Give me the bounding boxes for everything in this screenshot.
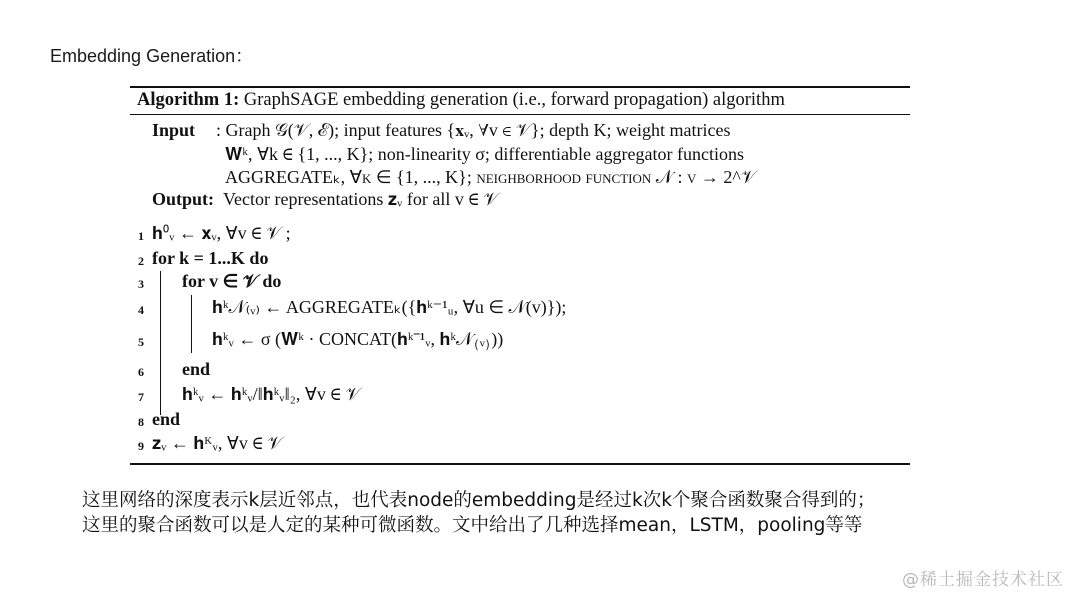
step-code: 𝐡ᵏᵥ ← σ (𝐖ᵏ · CONCAT(𝐡ᵏ⁻¹ᵥ, 𝐡ᵏ𝒩₍ᵥ₎)) [212,329,504,349]
output-label: Output: [152,189,215,209]
step-code: end [182,359,211,379]
algorithm-steps [130,209,910,453]
input-label: Input [152,120,196,140]
explanation-line-1: 这里网络的深度表示k层近邻点，也代表node的embedding是经过k次k个聚合函数聚合得到的； [82,490,876,511]
algorithm-io-block [130,115,910,209]
algorithm-caption-text: GraphSAGE embedding generation (i.e., forward propagation) algorithm [239,90,785,110]
output-text: Vector representations 𝐳ᵥ for all v ∈ 𝒱 [223,189,499,209]
step-code: 𝐡⁰ᵥ ← 𝐱ᵥ, ∀v ∈ 𝒱 ; [152,223,291,243]
step-code: 𝐳ᵥ ← 𝐡ᴷᵥ, ∀v ∈ 𝒱 [152,433,283,453]
line-number: 8 [138,415,144,429]
slide-heading: Embedding Generation： [50,46,254,66]
line-number: 1 [138,229,144,243]
line-number: 5 [138,335,144,349]
algorithm-bottom-rule [130,463,910,465]
line-number: 4 [138,303,144,317]
step-code: for v ∈ 𝒱 do [182,271,282,291]
algorithm-box [130,86,910,465]
line-number: 6 [138,365,144,379]
line-number: 9 [138,439,144,453]
line-number: 7 [138,390,144,404]
line-number: 3 [138,277,144,291]
input-line-2: 𝐖ᵏ, ∀k ∈ {1, ..., K}; non-linearity σ; differentiable aggregator functions [225,144,744,164]
line-number: 2 [138,254,144,268]
step-code: 𝐡ᵏ𝒩₍ᵥ₎ ← AGGREGATEₖ({𝐡ᵏ⁻¹ᵤ, ∀u ∈ 𝒩(v)}); [212,297,567,317]
step-code: for k = 1...K do [152,248,269,268]
algorithm-caption [130,88,910,114]
input-line-1: : Graph 𝒢(𝒱, ℰ); input features {𝐱ᵥ, ∀v ∈ 𝒱}; depth K; weight matrices [216,120,731,140]
algorithm-caption-label: Algorithm 1: [137,90,240,110]
watermark: @稀土掘金技术社区 [902,570,1064,590]
explanation-line-2: 这里的聚合函数可以是人定的某种可微函数。文中给出了几种选择mean，LSTM，pooling等等 [82,515,863,536]
for-v-scope-line [191,295,192,353]
step-code: end [152,409,181,429]
step-code: 𝐡ᵏᵥ ← 𝐡ᵏᵥ/‖𝐡ᵏᵥ‖₂, ∀v ∈ 𝒱 [182,384,361,404]
input-line-3: AGGREGATEₖ, ∀k ∈ {1, ..., K}; neighborhood function 𝒩 : v → 2^𝒱 [225,167,756,187]
for-k-scope-line [160,271,161,415]
